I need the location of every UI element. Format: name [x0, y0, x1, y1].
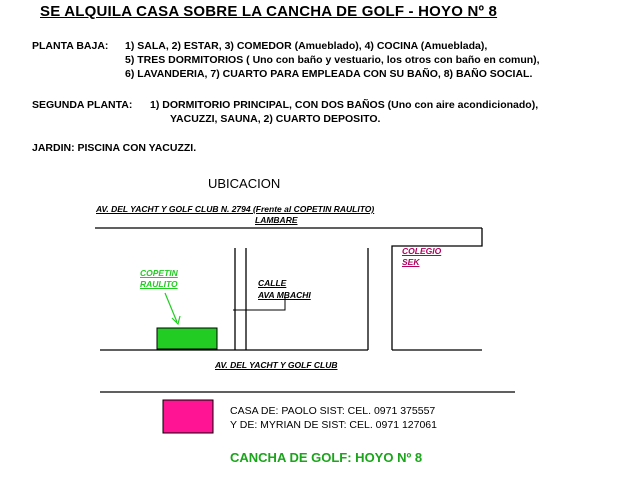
- jardin-text: JARDIN: PISCINA CON YACUZZI.: [32, 142, 197, 154]
- segunda-planta-line-2: YACUZZI, SAUNA, 2) CUARTO DEPOSITO.: [170, 113, 381, 125]
- street-top-label-2: LAMBARE: [255, 215, 298, 225]
- casa-marker: [163, 400, 213, 433]
- colegio-label-1: COLEGIO: [402, 246, 442, 256]
- colegio-label-2: SEK: [402, 257, 420, 267]
- page-title: SE ALQUILA CASA SOBRE LA CANCHA DE GOLF - HOYO Nº 8: [40, 3, 498, 20]
- planta-baja-line-3: 6) LAVANDERIA, 7) CUARTO PARA EMPLEADA CON SU BAÑO, 8) BAÑO SOCIAL.: [125, 68, 533, 80]
- copetin-label-1: COPETIN: [140, 268, 178, 278]
- copetin-label-2: RAULITO: [140, 279, 178, 289]
- copetin-arrow: [165, 293, 177, 322]
- calle-label-1: CALLE: [258, 278, 287, 288]
- ubicacion-heading: UBICACION: [208, 176, 281, 191]
- segunda-planta-label: SEGUNDA PLANTA:: [32, 99, 133, 111]
- legend-line-2: Y DE: MYRIAN DE SIST: CEL. 0971 127061: [230, 419, 437, 431]
- calle-label-2: AVA MBACHI: [258, 290, 311, 300]
- golf-footer: CANCHA DE GOLF: HOYO Nº 8: [230, 450, 423, 465]
- street-bottom-label: AV. DEL YACHT Y GOLF CLUB: [215, 360, 338, 370]
- planta-baja-line-2: 5) TRES DORMITORIOS ( Uno con baño y vestuario, los otros con baño en comun),: [125, 54, 540, 66]
- planta-baja-line-1: 1) SALA, 2) ESTAR, 3) COMEDOR (Amueblado), 4) COCINA (Amueblada),: [125, 40, 488, 52]
- street-top-label-1: AV. DEL YACHT Y GOLF CLUB N. 2794 (Frente al COPETIN RAULITO): [96, 204, 375, 214]
- segunda-planta-line-1: 1) DORMITORIO PRINCIPAL, CON DOS BAÑOS (Uno con aire acondicionado),: [150, 99, 539, 111]
- copetin-marker: [157, 328, 217, 349]
- planta-baja-label: PLANTA BAJA:: [32, 40, 109, 52]
- legend-line-1: CASA DE: PAOLO SIST: CEL. 0971 375557: [230, 405, 436, 417]
